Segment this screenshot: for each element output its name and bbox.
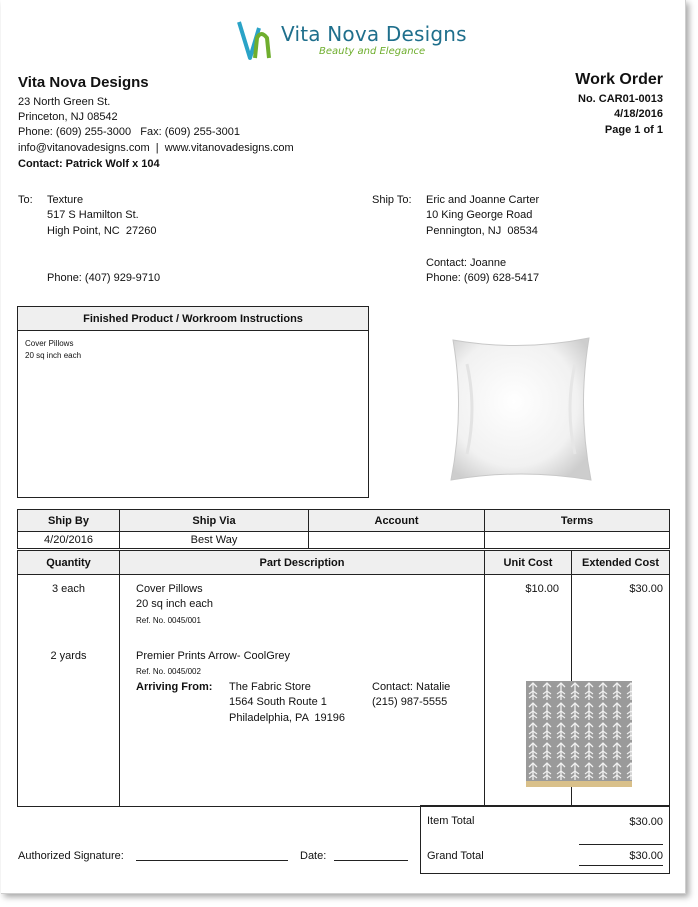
vendor-address-1: 1564 South Route 1 bbox=[229, 696, 327, 708]
signature-line[interactable] bbox=[136, 860, 288, 861]
item-1-unit-cost: $10.00 bbox=[525, 583, 559, 595]
vita-nova-logo-icon bbox=[237, 18, 279, 62]
ship-via-header: Ship Via bbox=[192, 514, 236, 527]
arriving-from-label: Arriving From: bbox=[136, 681, 213, 693]
item-1-extended-cost: $30.00 bbox=[629, 583, 663, 595]
company-logo bbox=[237, 16, 467, 64]
logo-tagline: Beauty and Elegance bbox=[319, 46, 426, 57]
ship-to-contact: Contact: Joanne bbox=[426, 257, 507, 269]
company-address-1: 23 North Green St. bbox=[18, 96, 111, 108]
ship-to-address-2: Pennington, NJ 08534 bbox=[426, 225, 538, 237]
fabric-swatch-image bbox=[526, 681, 632, 787]
to-name: Texture bbox=[47, 194, 84, 206]
ship-to-name: Eric and Joanne Carter bbox=[426, 194, 540, 206]
account-value bbox=[309, 531, 484, 548]
pillow-image bbox=[447, 334, 595, 484]
date-label: Date: bbox=[300, 850, 327, 862]
grand-total-value: $30.00 bbox=[629, 850, 663, 862]
vendor-contact: Contact: Natalie bbox=[372, 681, 451, 693]
to-phone: Phone: (407) 929-9710 bbox=[47, 272, 161, 284]
item-2-description: Premier Prints Arrow- CoolGrey bbox=[136, 650, 291, 662]
instructions-header: Finished Product / Workroom Instructions bbox=[18, 307, 368, 331]
to-label: To: bbox=[18, 194, 33, 206]
items-table bbox=[17, 550, 670, 807]
item-1-ref: Ref. No. 0045/001 bbox=[136, 616, 201, 625]
grand-total-label: Grand Total bbox=[427, 850, 484, 862]
document-date: 4/18/2016 bbox=[614, 108, 663, 120]
ship-by-value: 4/20/2016 bbox=[44, 533, 93, 546]
account-header: Account bbox=[374, 514, 419, 527]
terms-header: Terms bbox=[560, 514, 594, 527]
item-1-description: Cover Pillows bbox=[136, 583, 203, 595]
instructions-line-2: 20 sq inch each bbox=[25, 351, 82, 360]
date-line[interactable] bbox=[334, 860, 408, 861]
terms-value bbox=[485, 531, 669, 548]
document-title: Work Order bbox=[575, 71, 663, 88]
company-address-2: Princeton, NJ 08542 bbox=[18, 111, 118, 123]
vendor-address-2: Philadelphia, PA 19196 bbox=[229, 712, 345, 724]
item-1-description-2: 20 sq inch each bbox=[136, 598, 214, 610]
item-total-label: Item Total bbox=[427, 815, 475, 827]
company-contact: Contact: Patrick Wolf x 104 bbox=[18, 158, 160, 170]
totals-box bbox=[420, 805, 670, 874]
ship-to-address-1: 10 King George Road bbox=[426, 209, 533, 221]
page-number: Page 1 of 1 bbox=[604, 124, 663, 136]
unit-cost-header: Unit Cost bbox=[503, 556, 553, 569]
instructions-box bbox=[17, 306, 369, 498]
ship-to-label: Ship To: bbox=[372, 194, 412, 206]
company-phone-fax: Phone: (609) 255-3000 Fax: (609) 255-3001 bbox=[18, 126, 240, 138]
document-number: No. CAR01-0013 bbox=[578, 93, 663, 105]
logo-name: Vita Nova Designs bbox=[281, 22, 467, 46]
company-email-web: info@vitanovadesigns.com | www.vitanovadesigns.com bbox=[18, 142, 294, 154]
quantity-header: Quantity bbox=[46, 556, 91, 569]
to-address-2: High Point, NC 27260 bbox=[47, 225, 157, 237]
to-address-1: 517 S Hamilton St. bbox=[47, 209, 139, 221]
ship-to-phone: Phone: (609) 628-5417 bbox=[426, 272, 540, 284]
signature-label: Authorized Signature: bbox=[18, 850, 124, 862]
ship-by-header: Ship By bbox=[48, 514, 89, 527]
vendor-phone: (215) 987-5555 bbox=[372, 696, 448, 708]
ship-table bbox=[17, 509, 670, 549]
company-name: Vita Nova Designs bbox=[18, 74, 149, 91]
work-order-page bbox=[1, 0, 686, 894]
item-2-ref: Ref. No. 0045/002 bbox=[136, 667, 201, 676]
item-total-value: $30.00 bbox=[629, 816, 663, 828]
ship-via-value: Best Way bbox=[190, 533, 238, 546]
vendor-name: The Fabric Store bbox=[229, 681, 311, 693]
extended-cost-header: Extended Cost bbox=[581, 556, 659, 569]
instructions-line-1: Cover Pillows bbox=[25, 339, 74, 348]
item-2-quantity: 2 yards bbox=[50, 650, 87, 662]
item-1-quantity: 3 each bbox=[51, 583, 86, 595]
part-description-header: Part Description bbox=[259, 556, 345, 569]
